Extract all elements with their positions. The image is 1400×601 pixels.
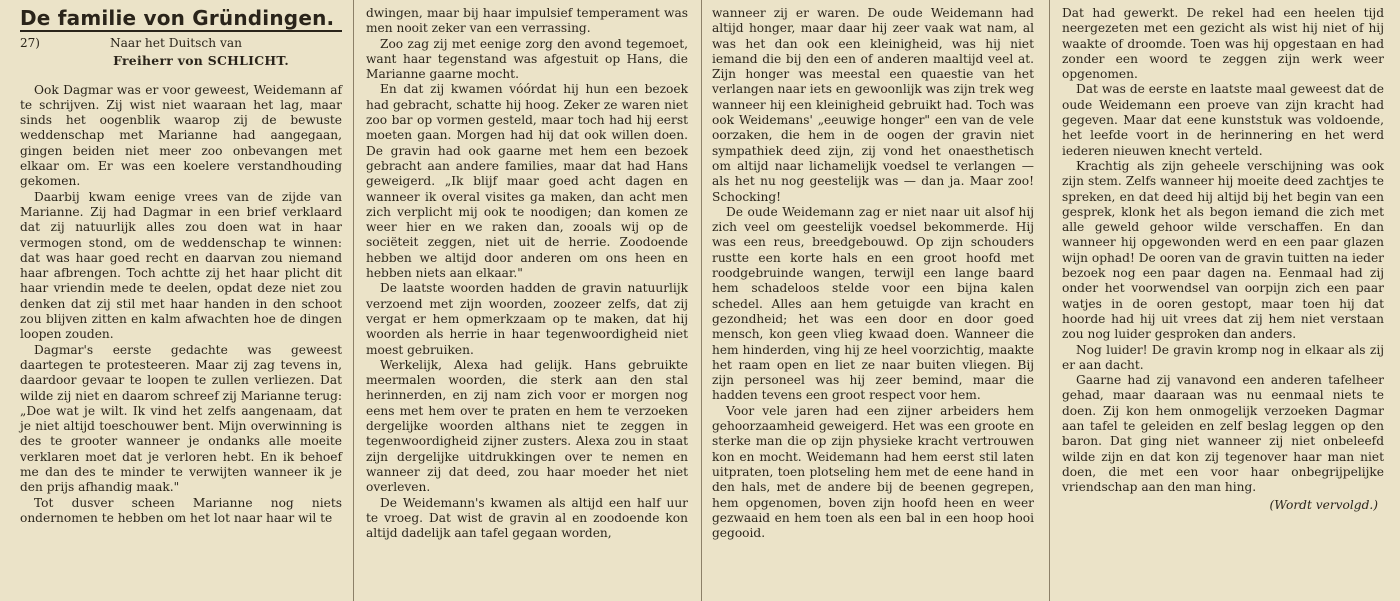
installment-number: 27) — [20, 36, 40, 50]
paragraph: Voor vele jaren had een zijner arbeiders hem gehoorzaamheid geweigerd. Het was een groote en sterke man die op zijn physieke kracht vertrouwen kon en mocht. Weidemann had hem eerst stil laten uitpraten, toen plotseling hem met de eene hand in den hals, met de andere bij de beenen gegrepen, hem opgenomen, boven zijn hoofd heen en weer gezwaaid en hem toen als een bal in een hoop hooi gegooid. — [712, 403, 1034, 541]
column-2 — [366, 6, 688, 541]
paragraph: dwingen, maar bij haar impulsief temperament was men nooit zeker van een verrassing. — [366, 6, 688, 36]
paragraph: Werkelijk, Alexa had gelijk. Hans gebruikte meermalen woorden, die sterk aan den stal herinnerden, en zij nam zich voor er morgen nog eens met hem over te praten en hem te verzoeken dergelijke woorden althans niet te zeggen in tegenwoordigheid zijner zusters. Alexa zou in staat zijn dergelijke uitdrukkingen over te nemen en wanneer zij dat deed, zou haar moeder het niet overleven. — [366, 357, 688, 495]
paragraph: Dat had gewerkt. De rekel had een heelen tijd neergezeten met een gezicht als wist hij niet of hij waakte of droomde. Toen was hij opgestaan en had zonder een woord te zeggen zijn werk weer opgenomen. — [1062, 6, 1384, 82]
paragraph: Krachtig als zijn geheele verschijning was ook zijn stem. Zelfs wanneer hij moeite deed zachtjes te spreken, en dat deed hij altijd bij het begin van een gesprek, klonk het als begon iemand die zich met alle geweld gehoor wilde verschaffen. En dan wanneer hij opgewonden werd en een paar glazen wijn ophad! De ooren van de gravin tuitten na ieder bezoek nog een paar dagen na. Eenmaal had zij onder het voorwendsel van oorpijn zich een paar watjes in de ooren gestopt, maar toen hij dat hoorde had hij uit vrees dat zij hem niet verstaan zou nog luider gesproken dan anders. — [1062, 158, 1384, 342]
translation-note: Naar het Duitsch van — [110, 36, 242, 50]
paragraph: Zoo zag zij met eenige zorg den avond tegemoet, want haar tegenstand was afgestuit op Hans, die Marianne gaarne mocht. — [366, 36, 688, 82]
paragraph: De laatste woorden hadden de gravin natuurlijk verzoend met zijn woorden, zoozeer zelfs, dat zij vergat er hem opmerkzaam op te maken, dat hij woorden als herrie in haar tegenwoordigheid niet moest gebruiken. — [366, 281, 688, 357]
paragraph: Gaarne had zij vanavond een anderen tafelheer gehad, maar daaraan was nu eenmaal niets te doen. Zij kon hem onmogelijk verzoeken Dagmar aan tafel te geleiden en zelf beslag leggen op den baron. Dat ging niet wanneer zij niet onbeleefd wilde zijn en dat kon zij tegenover haar man niet doen, die met een voor haar onbegrijpelijke vriendschap aan den man hing. — [1062, 373, 1384, 495]
paragraph: Tot dusver scheen Marianne nog niets ondernomen te hebben om het lot naar haar wil te — [20, 495, 342, 525]
paragraph: Daarbij kwam eenige vrees van de zijde van Marianne. Zij had Dagmar in een brief verklaard dat zij natuurlijk alles zou doen wat in haar vermogen stond, om de weddenschap te winnen: dat was haar goed recht en daarvan zou niemand haar afbrengen. Toch achtte zij het haar plicht dit haar vriendin mede te deelen, opdat deze niet zou denken dat zij stil met haar handen in den schoot zou blijven zitten en kalm afwachten hoe de dingen loopen zouden. — [20, 189, 342, 342]
paragraph: De Weidemann's kwamen als altijd een half uur te vroeg. Dat wist de gravin al en zoodoende kon altijd dadelijk aan tafel gegaan worden, — [366, 495, 688, 541]
paragraph: Nog luider! De gravin kromp nog in elkaar als zij er aan dacht. — [1062, 342, 1384, 372]
author-name: Freiherr von SCHLICHT. — [113, 53, 289, 69]
paragraph: Dat was de eerste en laatste maal geweest dat de oude Weidemann een proeve van zijn kracht had gegeven. Maar dat eene kunststuk was voldoende, het leefde voort in de herinnering en het werd iederen nieuwen knecht verteld. — [1062, 82, 1384, 158]
column-4 — [1062, 6, 1384, 513]
column-3 — [712, 6, 1034, 541]
paragraph: De oude Weidemann zag er niet naar uit alsof hij zich veel om geestelijk voedsel bekommerde. Hij was een reus, breedgebouwd. Op zijn schouders rustte een korte hals en een groot hoofd met roodgebruinde wangen, terwijl een lange baard hem schadeloos stelde voor een bijna kalen schedel. Alles aan hem getuigde van kracht en gezondheid; het was een door en door goed mensch, kon geen vlieg kwaad doen. Wanneer die hem hinderden, ving hij ze heel voorzichtig, maakte het raam open en liet ze naar buiten vliegen. Bij zijn personeel was hij zeer bemind, maar die hadden tevens een groot respect voor hem. — [712, 204, 1034, 403]
paragraph: Ook Dagmar was er voor geweest, Weidemann af te schrijven. Zij wist niet waaraan het lag, maar sinds het oogenblik waarop zij de bewuste weddenschap met Marianne had aangegaan, gingen beiden niet meer zoo onbevangen met elkaar om. Er was een koelere verstandhouding gekomen. — [20, 82, 342, 189]
to-be-continued: (Wordt vervolgd.) — [1269, 497, 1378, 512]
paragraph: wanneer zij er waren. De oude Weidemann had altijd honger, maar daar hij zeer vaak wat nam, al was het dan ook een kleinigheid, was hij niet iemand die bij den een of anderen maaltijd veel at. Zijn honger was meestal een quaestie van het verlangen naar iets en gewoonlijk was zijn trek weg wanneer hij een kleinigheid gebruikt had. Toch was ook Weidemans' „eeuwige honger" een van de vele oorzaken, die hem in de oogen der gravin niet sympathiek deed zijn, zij vond het onaesthetisch om altijd naar lichamelijk voedsel te verlangen — als het nu nog geestelijk was — dan ja. Maar zoo! Schocking! — [712, 6, 1034, 204]
article-title: De familie von Gründingen. — [20, 6, 342, 32]
column-divider — [1049, 0, 1050, 601]
column-divider — [701, 0, 702, 601]
paragraph: Dagmar's eerste gedachte was geweest daartegen te protesteeren. Maar zij zag tevens in, daardoor gevaar te loopen te zullen verliezen. Dat wilde zij niet en daarom schreef zij Marianne terug: „Doe wat je wilt. Ik vind het zelfs aangenaam, dat je niet altijd toeschouwer bent. Mijn overwinning is des te grooter wanneer je ondanks alle moeite verklaren moet dat je verloren hebt. En ik behoef me dan des te minder te verwijten wanneer ik je den prijs afhandig maak." — [20, 342, 342, 495]
byline — [20, 36, 342, 51]
column-divider — [353, 0, 354, 601]
paragraph: En dat zij kwamen vóórdat hij hun een bezoek had gebracht, schatte hij hoog. Zeker ze waren niet zoo bar op vormen gesteld, maar toch had hij eerst moeten gaan. Morgen had hij dat ook willen doen. De gravin had ook gaarne met hem een bezoek gebracht aan andere families, maar dat had Hans geweigerd. „Ik blijf maar goed acht dagen en wanneer ik overal visites ga maken, dan acht men zich verplicht mij ook te noodigen; dan komen ze weer hier en we raken dan, zooals wij op de sociëteit zeggen, niet uit de herrie. Zoodoende hebben we altijd door anderen om ons heen en hebben niets aan elkaar." — [366, 82, 688, 281]
column-1 — [20, 6, 342, 526]
